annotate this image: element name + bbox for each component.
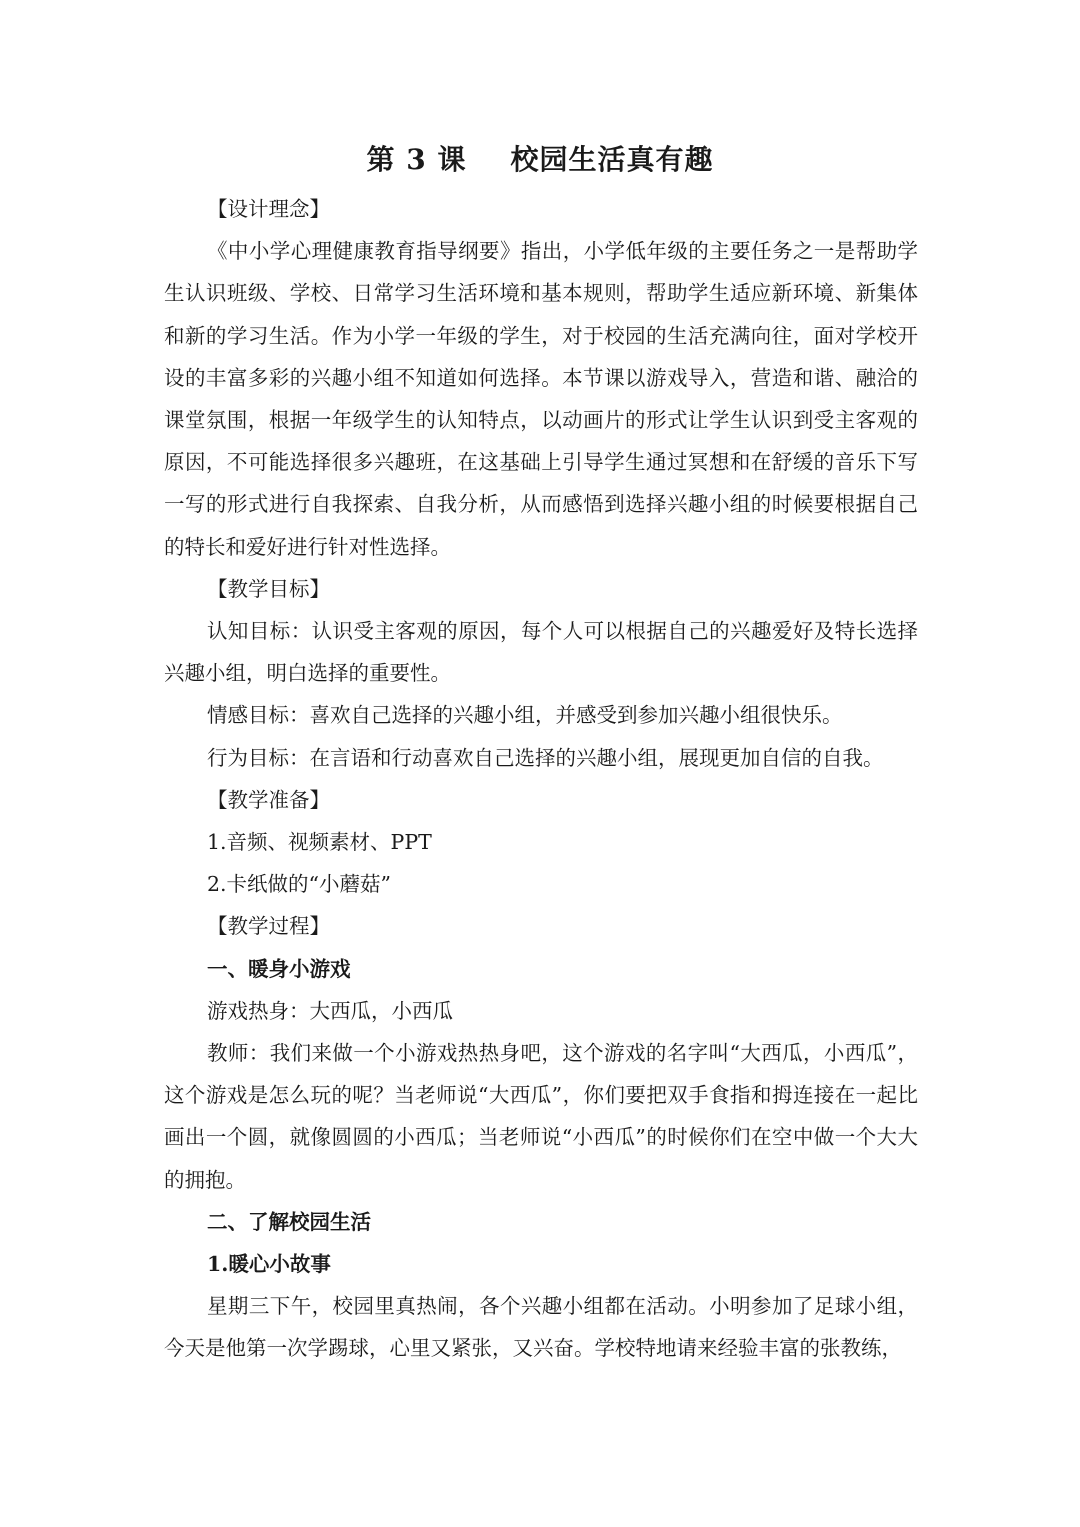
document-body bbox=[164, 188, 918, 1370]
paragraph-teacher-instructions: 教师：我们来做一个小游戏热热身吧，这个游戏的名字叫“大西瓜，小西瓜”，这个游戏是怎么玩的呢？当老师说“大西瓜”，你们要把双手食指和拇连接在一起比画出一个圆，就像圆圆的小西瓜；当老师说“小西瓜”的时候你们在空中做一个大大的拥抱。 bbox=[164, 1041, 918, 1192]
paragraph-cognitive-goal: 认知目标：认识受主客观的原因，每个人可以根据自己的兴趣爱好及特长选择兴趣小组，明白选择的重要性。 bbox=[164, 619, 918, 686]
section-heading-teaching-goals: 【教学目标】 bbox=[207, 576, 330, 601]
list-item-preparation-2: 2.卡纸做的“小蘑菇” bbox=[207, 872, 392, 897]
page-title bbox=[0, 138, 1080, 182]
list-item-preparation-1: 1.音频、视频素材、PPT bbox=[207, 830, 432, 855]
paragraph-game-name: 游戏热身：大西瓜，小西瓜 bbox=[207, 998, 453, 1023]
subheading-warm-story: 1.暖心小故事 bbox=[207, 1252, 331, 1277]
subheading-warmup-game: 一、暖身小游戏 bbox=[207, 956, 351, 981]
paragraph-behavior-goal: 行为目标：在言语和行动喜欢自己选择的兴趣小组，展现更加自信的自我。 bbox=[207, 745, 884, 770]
paragraph-emotional-goal: 情感目标：喜欢自己选择的兴趣小组，并感受到参加兴趣小组很快乐。 bbox=[207, 703, 843, 728]
section-heading-teaching-process: 【教学过程】 bbox=[207, 914, 330, 939]
lesson-number: 第 3 课 bbox=[366, 143, 467, 176]
paragraph-story: 星期三下午，校园里真热闹，各个兴趣小组都在活动。小明参加了足球小组，今天是他第一次学踢球，心里又紧张，又兴奋。学校特地请来经验丰富的张教练， bbox=[164, 1294, 918, 1361]
section-heading-design-concept: 【设计理念】 bbox=[207, 197, 330, 221]
paragraph-design-concept: 《中小学心理健康教育指导纲要》指出，小学低年级的主要任务之一是帮助学生认识班级、学校、日常学习生活环境和基本规则，帮助学生适应新环境、新集体和新的学习生活。作为小学一年级的学生，对于校园的生活充满向往，面对学校开设的丰富多彩的兴趣小组不知道如何选择。本节课以游戏导入，营造和谐、融洽的课堂氛围，根据一年级学生的认知特点，以动画片的形式让学生认识到受主客观的原因，不可能选择很多兴趣班，在这基础上引导学生通过冥想和在舒缓的音乐下写一写的形式进行自我探索、自我分析，从而感悟到选择兴趣小组的时候要根据自己的特长和爱好进行针对性选择。 bbox=[164, 239, 918, 559]
lesson-name: 校园生活真有趣 bbox=[510, 143, 714, 176]
subheading-campus-life: 二、了解校园生活 bbox=[207, 1209, 371, 1234]
section-heading-teaching-preparation: 【教学准备】 bbox=[207, 787, 330, 812]
